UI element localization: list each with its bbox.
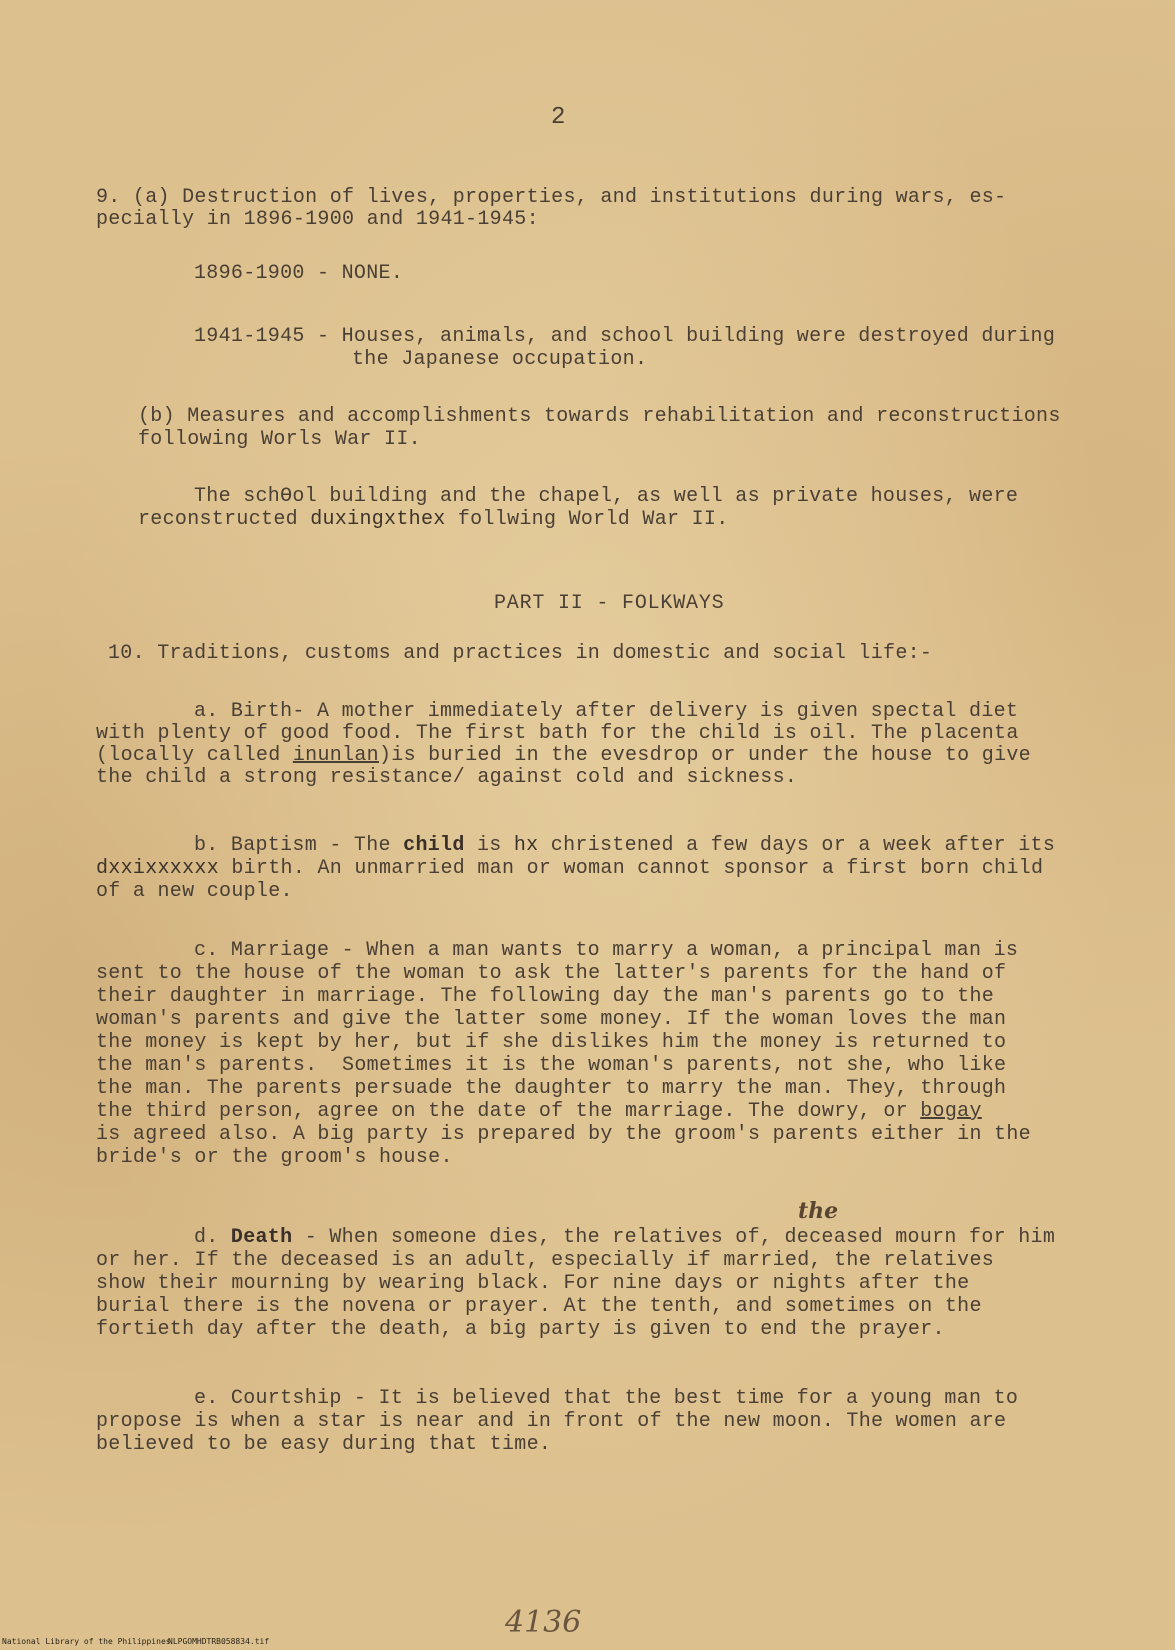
birth-line3-end: )is buried in the evesdrop or under the house to give bbox=[378, 744, 1031, 767]
marriage-line7: the man. The parents persuade the daughter to marry the man. They, through bbox=[96, 1077, 1007, 1100]
underlined-term: inunlan bbox=[292, 744, 379, 767]
marriage-line5: the money is kept by her, but if she dislikes him the money is returned to bbox=[96, 1031, 1007, 1054]
marriage-line8-start: the third person, agree on the date of the marriage. The dowry, or bbox=[96, 1100, 921, 1123]
item9-line1: 9. (a) Destruction of lives, properties, and institutions during wars, es- bbox=[96, 186, 1007, 209]
courtship-line2: propose is when a star is near and in front of the new moon. The women are bbox=[96, 1410, 1007, 1433]
baptism-line1-end: christened a few days or a week after its bbox=[538, 834, 1056, 857]
marriage-line4: woman's parents and give the latter some money. If the woman loves the man bbox=[96, 1008, 1007, 1031]
typed-overstrike: duxingxthex bbox=[310, 508, 446, 531]
item9b-line2: following Worls War II. bbox=[138, 428, 421, 451]
marriage-line9: is agreed also. A big party is prepared by the groom's parents either in the bbox=[96, 1123, 1031, 1146]
death-line3: show their mourning by wearing black. For nine days or nights after the bbox=[96, 1272, 970, 1295]
courtship-line1: e. Courtship - It is believed that the best time for a young man to bbox=[194, 1387, 1019, 1410]
marriage-line2: sent to the house of the woman to ask the latter's parents for the hand of bbox=[96, 962, 1007, 985]
underlined-term: bogay bbox=[920, 1100, 982, 1123]
bold-word: child bbox=[403, 834, 465, 857]
page-number: 2 bbox=[551, 104, 566, 131]
baptism-line1 bbox=[194, 834, 1055, 858]
birth-line1: a. Birth- A mother immediately after delivery is given spectal diet bbox=[194, 700, 1019, 723]
item9c-line2 bbox=[138, 508, 729, 532]
item9-1941-line1: 1941-1945 - Houses, animals, and school building were destroyed during bbox=[194, 325, 1056, 348]
death-line1 bbox=[194, 1226, 1055, 1250]
item9b-line1: (b) Measures and accomplishments towards rehabilitation and reconstructions bbox=[138, 405, 1061, 428]
death-line5: fortieth day after the death, a big party is given to end the prayer. bbox=[96, 1318, 945, 1341]
birth-line3 bbox=[96, 744, 1031, 768]
item9-line2: pecially in 1896-1900 and 1941-1945: bbox=[96, 208, 539, 231]
baptism-line1-start: b. Baptism - The bbox=[194, 834, 404, 857]
baptism-line2 bbox=[96, 857, 1043, 881]
baptism-line3: of a new couple. bbox=[96, 880, 293, 903]
part2-heading: PART II - FOLKWAYS bbox=[494, 592, 725, 615]
typed-overstrike: hx bbox=[513, 834, 539, 857]
item9-1896-text: 1896-1900 - NONE. bbox=[194, 262, 404, 285]
marriage-line3: their daughter in marriage. The following day the man's parents go to the bbox=[96, 985, 995, 1008]
item9c-line2-start: reconstructed bbox=[138, 508, 311, 531]
bold-word: Death bbox=[230, 1226, 293, 1249]
marriage-line6: the man's parents. Sometimes it is the woman's parents, not she, who like bbox=[96, 1054, 1007, 1077]
birth-line3-start: (locally called bbox=[96, 744, 293, 767]
footer-filename: NLPGOMHDTRB058834.tif bbox=[168, 1637, 270, 1646]
birth-line2: with plenty of good food. The first bath for the child is oil. The placenta bbox=[96, 722, 1019, 745]
typed-overstrike: dxxixxxxxx bbox=[96, 857, 220, 880]
marriage-line10: bride's or the groom's house. bbox=[96, 1146, 453, 1169]
baptism-line2-text: birth. An unmarried man or woman cannot sponsor a first born child bbox=[219, 857, 1044, 880]
death-line1-start: d. bbox=[194, 1226, 231, 1249]
footer-library: National Library of the Philippines bbox=[2, 1637, 171, 1646]
handwritten-insertion: the bbox=[798, 1198, 839, 1224]
item9c-line2-end: follwing World War II. bbox=[445, 508, 729, 531]
marriage-line1: c. Marriage - When a man wants to marry a woman, a principal man is bbox=[194, 939, 1019, 962]
item10-heading: 10. Traditions, customs and practices in domestic and social life:- bbox=[108, 642, 933, 665]
birth-line4: the child a strong resistance/ against cold and sickness. bbox=[96, 766, 798, 789]
marriage-line8 bbox=[96, 1100, 982, 1124]
baptism-line1-mid: is bbox=[464, 834, 514, 857]
death-line4: burial there is the novena or prayer. At the tenth, and sometimes on the bbox=[96, 1295, 982, 1318]
death-line1-end: - When someone dies, the relatives of, deceased mourn for him bbox=[292, 1226, 1056, 1249]
item9c-line1: The schƟol building and the chapel, as well as private houses, were bbox=[194, 485, 1019, 508]
handwritten-page-stamp: 4136 bbox=[505, 1605, 582, 1640]
death-line2: or her. If the deceased is an adult, especially if married, the relatives bbox=[96, 1249, 995, 1272]
courtship-line3: believed to be easy during that time. bbox=[96, 1433, 552, 1456]
item9-1941-line2: the Japanese occupation. bbox=[352, 348, 648, 371]
